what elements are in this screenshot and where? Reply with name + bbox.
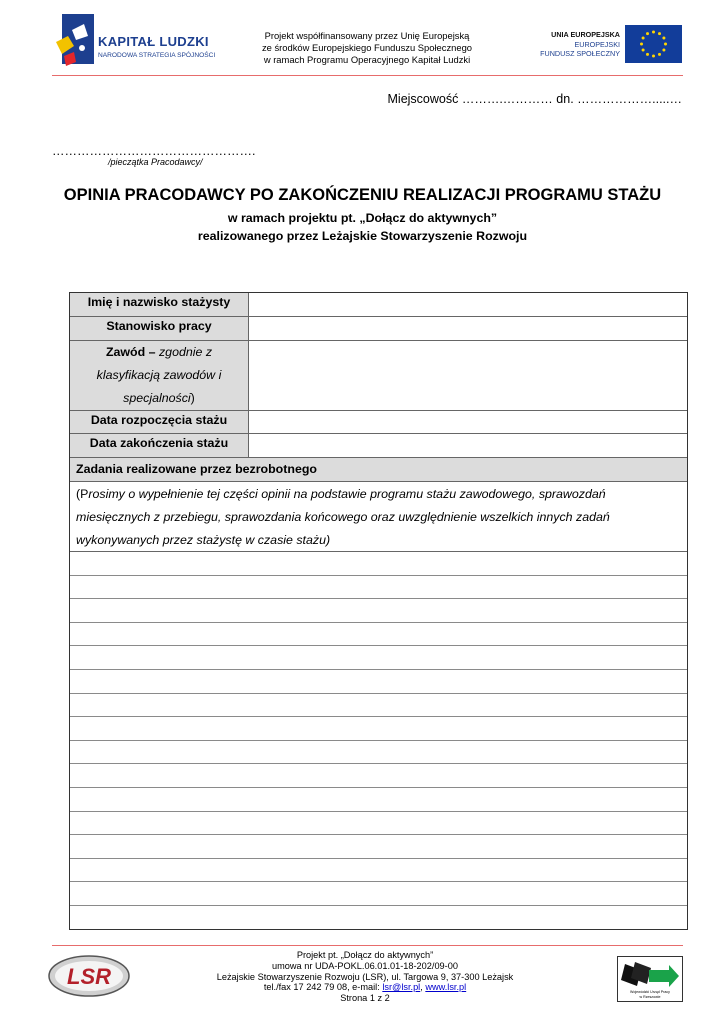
- profession-field[interactable]: [249, 341, 687, 410]
- wup-logo-line: w Rzeszowie: [639, 995, 661, 999]
- footer-sep: ,: [420, 982, 426, 993]
- answer-line[interactable]: [70, 576, 687, 600]
- position-field[interactable]: [249, 317, 687, 340]
- answer-line[interactable]: [70, 812, 687, 836]
- instr-open: (P: [76, 487, 89, 501]
- footer-line: umowa nr UDA-POKL.06.01.01-18-202/09-00: [272, 960, 458, 971]
- wup-logo: [617, 956, 683, 1002]
- answer-line[interactable]: [70, 741, 687, 765]
- instr-line: miesięcznych z przebiegu, sprawozdania końcowego oraz uwzględnienie wszelkich innych zadań: [76, 510, 610, 524]
- cofinance-line: Projekt współfinansowany przez Unię Europejską: [264, 30, 470, 41]
- lsr-logo: [48, 955, 130, 997]
- profession-row: [70, 341, 687, 411]
- kapital-ludzki-emblem-icon: [54, 12, 96, 68]
- instr-line: rosimy o wypełnienie tej części opinii na podstawie programu stażu zawodowego, sprawozdań: [88, 487, 606, 501]
- end-date-field[interactable]: [249, 434, 687, 457]
- position-label: Stanowisko pracy: [70, 317, 249, 340]
- profession-label-note: zgodnie z: [158, 345, 213, 359]
- answer-line[interactable]: [70, 552, 687, 576]
- cofinance-note: [232, 30, 502, 66]
- profession-label-bold: Zawód –: [105, 345, 156, 359]
- answer-line[interactable]: [70, 788, 687, 812]
- footer-rule: [52, 945, 683, 946]
- answer-line[interactable]: [70, 882, 687, 906]
- tasks-header: Zadania realizowane przez bezrobotnego: [70, 458, 687, 482]
- start-date-row: [70, 411, 687, 434]
- answer-line[interactable]: [70, 859, 687, 883]
- profession-label-note: specjalności: [123, 391, 191, 405]
- document-subtitle: realizowanego przez Leżajskie Stowarzyszenie Rozwoju: [197, 229, 528, 243]
- email-link[interactable]: lsr@lsr.pl: [382, 982, 421, 993]
- eu-line: EUROPEJSKI: [574, 39, 620, 49]
- footer-line: Projekt pt. „Dołącz do aktywnych”: [296, 950, 434, 960]
- document-subtitle: w ramach projektu pt. „Dołącz do aktywnych”: [227, 211, 498, 225]
- answer-line[interactable]: [70, 646, 687, 670]
- answer-line[interactable]: [70, 906, 687, 930]
- answer-line[interactable]: [70, 835, 687, 859]
- footer-contact: [190, 982, 540, 993]
- cofinance-line: w ramach Programu Operacyjnego Kapitał Ludzki: [263, 54, 471, 65]
- profession-label-paren: ): [190, 391, 195, 405]
- lsr-logo-text: LSR: [67, 964, 111, 989]
- footer-contact-prefix: tel./fax 17 242 79 08, e-mail:: [263, 982, 383, 993]
- answer-line[interactable]: [70, 623, 687, 647]
- profession-label: [70, 341, 249, 410]
- footer-text: [190, 950, 540, 1004]
- answer-line[interactable]: [70, 717, 687, 741]
- answer-line[interactable]: [70, 599, 687, 623]
- start-date-field[interactable]: [249, 411, 687, 433]
- start-date-label: Data rozpoczęcia stażu: [70, 411, 249, 433]
- eu-line: FUNDUSZ SPOŁECZNY: [540, 49, 620, 58]
- website-link[interactable]: www.lsr.pl: [425, 982, 467, 993]
- cofinance-line: ze środków Europejskiego Funduszu Społecznego: [261, 42, 473, 53]
- kapital-ludzki-subtitle: NARODOWA STRATEGIA SPÓJNOŚCI: [98, 52, 216, 59]
- answer-line[interactable]: [70, 670, 687, 694]
- position-row: [70, 317, 687, 341]
- kapital-ludzki-logo: [54, 12, 224, 68]
- end-date-label: Data zakończenia stażu: [70, 434, 249, 457]
- profession-label-note: klasyfikacją zawodów i: [96, 368, 222, 382]
- kapital-ludzki-title: KAPITAŁ LUDZKI: [98, 34, 209, 49]
- header-rule: [52, 75, 683, 76]
- answer-line[interactable]: [70, 764, 687, 788]
- name-label: Imię i nazwisko stażysty: [70, 293, 249, 316]
- end-date-row: [70, 434, 687, 458]
- footer-line: Leżajskie Stowarzyszenie Rozwoju (LSR), ul. Targowa 9, 37-300 Leżajsk: [216, 971, 514, 982]
- eu-logo-text: [520, 30, 620, 59]
- eu-line: UNIA EUROPEJSKA: [551, 30, 620, 39]
- instr-line: wykonywanych przez stażystę w czasie stażu): [76, 533, 331, 547]
- place-date-line: Miejscowość ……….………… dn. ……………….....…: [387, 92, 682, 106]
- page-number: Strona 1 z 2: [340, 993, 390, 1004]
- opinion-form-table: [69, 292, 688, 930]
- stamp-label: /pieczątka Pracodawcy/: [108, 157, 203, 167]
- name-field[interactable]: [249, 293, 687, 316]
- name-row: [70, 293, 687, 317]
- eu-flag-icon: [625, 25, 682, 63]
- tasks-instructions: [70, 482, 687, 552]
- document-title: OPINIA PRACODAWCY PO ZAKOŃCZENIU REALIZACJI PROGRAMU STAŻU: [63, 186, 662, 204]
- wup-logo-line: Wojewódzki Urząd Pracy: [630, 990, 670, 994]
- stamp-dots: ………………………………………….: [52, 144, 256, 158]
- answer-line[interactable]: [70, 694, 687, 718]
